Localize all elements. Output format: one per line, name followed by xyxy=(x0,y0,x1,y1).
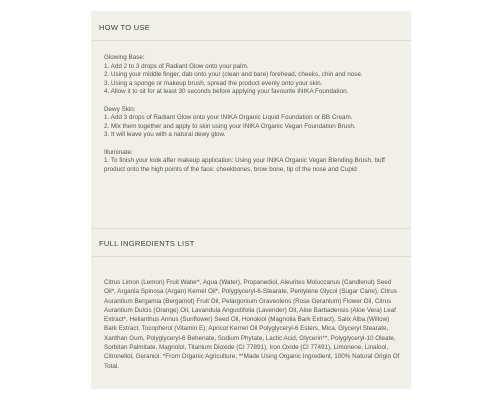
dewy-skin-step-3: 3. It will leave you with a natural dewy glow. xyxy=(104,131,226,139)
ingredients-divider xyxy=(91,256,411,257)
dewy-skin-title: Dewy Skin: xyxy=(104,105,136,113)
glowing-base-title: Glowing Base: xyxy=(104,54,145,61)
section-divider xyxy=(91,228,411,229)
illuminate-step-1: 1. To finish your look after makeup application: Using your INIKA Organic Vegan Blending Brush, buff product onto the high points of the face: cheekbones, brow bone, tip of the nose and Cupid xyxy=(104,157,385,173)
ingredients-list: Citrus Limon (Lemon) Fruit Water*, Aqua (Water), Propanediol, Aleurites Moluccanus (Candlenut) Seed Oil*, Argania Spinosa (Argan) Kernel Oil*, Polyglyceryl-6-Stearate, Pentylene Glycol (Sugar Cane), Citrus Aurantium Bergamia (Bergamot) Fruit Oil, Pelargonium Graveolens (Rose Geranium) Flower Oil, Citrus Aurantium Dulcis (Orange) Oil, Lavandula Angustifolia (Lavender) Oil, Aloe Barbadensis (Aloe Vera) Leaf Extract*, Helianthus Annus (Sunflower) Seed Oil, Honokiol (Magnolia Bark Extract), Salix Alba (Willow) Bark Extract, Tocopherol (Vitamin E), Apricot Kernel Oil Polyglyceryl-6 Esters, Mica, Glyceryl Stearate, Xanthan Gum, Polyglyceryl-6 Behenate, Sodium Phytate, Lactic Acid, Glycerin**, Polyglyceryl-10 Oleate, Sorbitan Palmitate, Magnolol, Titanium Dioxide (CI 77891), Iron Oxide (CI 77491), Limonene, Linalool, Citronellol, Geraniol. *From Organic Agriculture, **Made Using Organic Ingredient, 100% Natural Origin Of Total. xyxy=(104,279,400,370)
illuminate-title: Illuminate: xyxy=(104,148,133,156)
glowing-base-step-1: 1. Add 2 to 3 drops of Radiant Glow onto your palm. xyxy=(104,62,249,70)
dewy-skin-step-1: 1. Add 3 drops of Radiant Glow onto your INIKA Organic Liquid Foundation or BB Cream. xyxy=(104,114,353,122)
product-details-panel xyxy=(91,11,411,389)
glowing-base-step-4: 4. Allow it to sit for at least 30 seconds before applying your favourite INIKA Foundation. xyxy=(104,88,349,96)
how-to-use-divider xyxy=(91,40,411,41)
glowing-base-step-3: 3. Using a sponge or makeup brush, spread the product evenly onto your skin. xyxy=(104,79,323,87)
how-to-use-content xyxy=(104,54,404,174)
how-to-use-heading: HOW TO USE xyxy=(99,23,151,32)
glowing-base-step-2: 2. Using your middle finger, dab onto your (clean and bare) forehead, cheeks, chin and nose. xyxy=(104,71,363,79)
ingredients-heading: FULL INGREDIENTS LIST xyxy=(99,239,195,248)
dewy-skin-step-2: 2. Mix them together and apply to skin using your INIKA Organic Vegan Foundation Brush. xyxy=(104,122,356,130)
